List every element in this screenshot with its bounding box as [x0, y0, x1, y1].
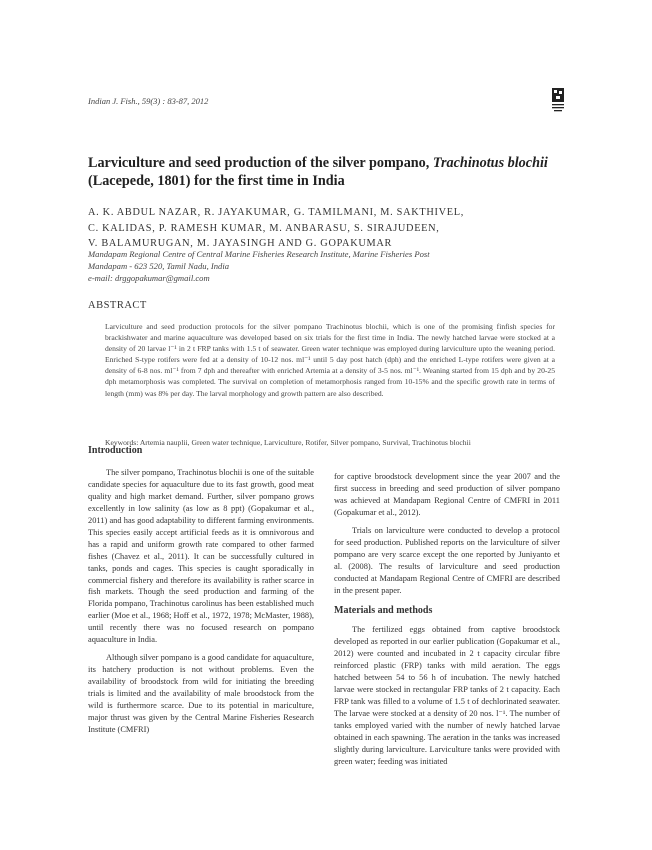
keywords-list: Artemia nauplii, Green water technique, Larviculture, Rotifer, Silver pompano, Survival, Trachinotus blochii: [139, 438, 471, 447]
paragraph: The silver pompano, Trachinotus blochii is one of the suitable candidate species for aquaculture due to its fast growth, good meat quality and high market demand. Further, silver pompano grows excellently in low salinity (as low as 8 ppt) (Gopakumar et al., 2011) and has good adaptability to different farming environments. This species easily accept artificial feeds as it is omnivorous and has a rapid and uniform growth rate compared to other farmed fishes (Chavez et al., 2011). It can be successfully cultured in tanks, ponds and cages. This species is caught sporadically in commercial fishery and therefore its availability is rather scarce in fish markets. Though the seed production and farming of the Florida pompano, Trachinotus carolinus has been established much earlier (Moe et al., 1968; Hoff et al., 1972, 1978; McMaster, 1988), until recently there was no focused research on pompano aquaculture in India.: [88, 467, 314, 645]
body-column-left: [88, 445, 314, 736]
author-list: [88, 205, 558, 252]
institute-logo: [551, 86, 565, 116]
journal-citation: Indian J. Fish., 59(3) : 83-87, 2012: [88, 96, 209, 106]
author-line: C. KALIDAS, P. RAMESH KUMAR, M. ANBARASU, S. SIRAJUDEEN,: [88, 222, 440, 234]
keywords-label: Keywords:: [105, 438, 139, 447]
introduction-heading: Introduction: [88, 445, 143, 456]
body-column-right: [334, 471, 560, 768]
author-line: A. K. ABDUL NAZAR, R. JAYAKUMAR, G. TAMILMANI, M. SAKTHIVEL,: [88, 207, 465, 218]
paper-title: [88, 154, 558, 190]
abstract-heading: ABSTRACT: [88, 300, 147, 311]
affiliation-line: Mandapam - 623 520, Tamil Nadu, India: [88, 261, 230, 271]
paragraph: The fertilized eggs obtained from captive broodstock developed as reported in our earlier publication (Gopakumar et al., 2012) were counted and incubated in 2 t capacity circular fibre reinforced plastic (FRP) tanks with mild aeration. The eggs hatched between 54 to 56 h of incubation. The newly hatched larvae were stocked in rectangular FRP tanks of 2 t capacity. Each FRP tank was filled to a volume of 1.5 t of dechlorinated seawater. The larvae were stocked at a density of 20 nos. l⁻¹. The number of tanks employed varied with the number of newly hatched larvae obtained in each spawning. The aeration in the tanks was increased slightly during larviculture. Larviculture tanks were provided with green water; feeding was initiated: [334, 625, 560, 766]
abstract-text: Larviculture and seed production protocols for the silver pompano Trachinotus blochii, which is one of the promising finfish species for brackishwater and marine aquaculture was developed based on six trials for the first time in India. The newly hatched larvae were stocked at a density of 20 larvae l⁻¹ in 2 t FRP tanks with 1.5 t of seawater. Green water technique was employed during larviculture upto the weaning period. Enriched S-type rotifers were fed at a density of 10-12 nos. ml⁻¹ until 5 day post hatch (dph) and the enriched L-type rotifers were given at a density of 6-8 nos. ml⁻¹ from 7 dph and thereafter with enriched Artemia at a density of 3-5 nos. ml⁻¹. Weaning started from 15 dph and by 20-25 dph metamorphosis was completed. The survival on completion of metamorphosis ranged from 10-15% and the specific growth rate in terms of length (mm) was 8% per day. The larval morphology and growth pattern are also described.: [105, 322, 555, 398]
title-species: Trachinotus blochii: [432, 155, 548, 171]
title-main: Larviculture and seed production of the silver pompano,: [88, 155, 430, 171]
author-line: V. BALAMURUGAN, M. JAYASINGH AND G. GOPAKUMAR: [88, 238, 393, 249]
paragraph: Although silver pompano is a good candidate for aquaculture, its hatchery production is not without problems. Even the availability of broodstock from wild for initiating the breeding trials is limited and the availability of male broodstock from the wild is furthermore scarce. Due to its potential in mariculture, major thrust was given by the Central Marine Fisheries Research Institute (CMFRI): [88, 653, 314, 734]
title-rest: (Lacepede, 1801) for the first time in India: [88, 173, 345, 189]
affiliation-line: Mandapam Regional Centre of Central Marine Fisheries Research Institute, Marine Fisheries Post: [88, 249, 430, 259]
paragraph: Trials on larviculture were conducted to develop a protocol for seed production. Published reports on the larviculture of silver pompano are very scarce except the one reported by Juniyanto et al. (2008). The results of larviculture and seed production conducted at Mandapam Regional Centre of CMFRI are described in the present paper.: [334, 525, 560, 595]
email-line: e-mail: drggopakumar@gmail.com: [88, 273, 210, 283]
methods-heading: Materials and methods: [334, 604, 433, 616]
paragraph: for captive broodstock development since the year 2007 and the first success in breeding and seed production of silver pompano was achieved at Mandapam Regional Centre of CMFRI in 2011 (Gopakumar et al., 2012).: [334, 472, 560, 517]
affiliation: [88, 248, 558, 284]
